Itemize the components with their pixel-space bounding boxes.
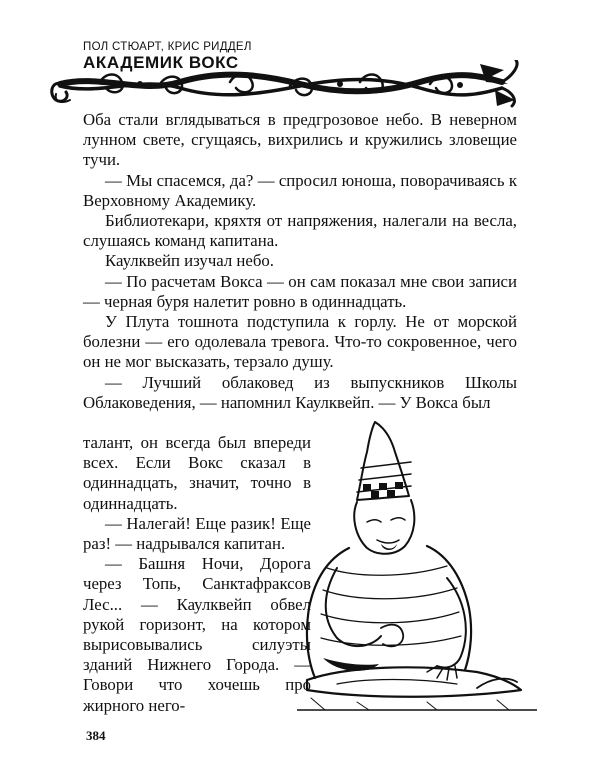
paragraph: Библиотекари, кряхтя от напряжения, налегали на весла, слушаясь команд капитана. (83, 211, 517, 251)
body-text-full-width (83, 110, 517, 413)
paragraph: — Налегай! Еще разик! Еще раз! — надрывался капитан. (83, 513, 311, 554)
running-header-author: ПОЛ СТЮАРТ, КРИС РИДДЕЛ (83, 41, 252, 53)
paragraph: талант, он всегда был впереди всех. Если Вокс сказал в одиннадцать, значит, точно в одиннадцать. (83, 433, 311, 513)
seated-figure-illustration (297, 418, 537, 718)
paragraph: — Башня Ночи, Дорога через Топь, Санктафраксов Лес... — Каулквейп обвел рукой горизонт, на котором вырисовывались силуэты зданий Нижнего Города. — Говори что хочешь про жирного него- (83, 554, 311, 715)
paragraph: — Лучший облаковед из выпускников Школы Облаковедения, — напомнил Каулквейп. — У Вокса был (83, 372, 517, 412)
paragraph: Оба стали вглядываться в предгрозовое небо. В неверном лунном свете, сгущаясь, вихрились и кружились зловещие тучи. (83, 110, 517, 170)
ornamental-border (40, 60, 530, 108)
running-header-title: АКАДЕМИК ВОКС (83, 53, 239, 72)
paragraph: — По расчетам Вокса — он сам показал мне свои записи — черная буря налетит ровно в одиннадцать. (83, 271, 517, 311)
paragraph: Каулквейп изучал небо. (105, 251, 274, 271)
page-number: 384 (86, 728, 106, 743)
paragraph: У Плута тошнота подступила к горлу. Не от морской болезни — его одолевала тревога. Что-то сокровенное, чего он не мог высказать, терзало душу. (83, 312, 517, 372)
paragraph: — Мы спасемся, да? — спросил юноша, поворачиваясь к Верховному Академику. (83, 170, 517, 210)
body-text-beside-illustration (83, 433, 311, 716)
